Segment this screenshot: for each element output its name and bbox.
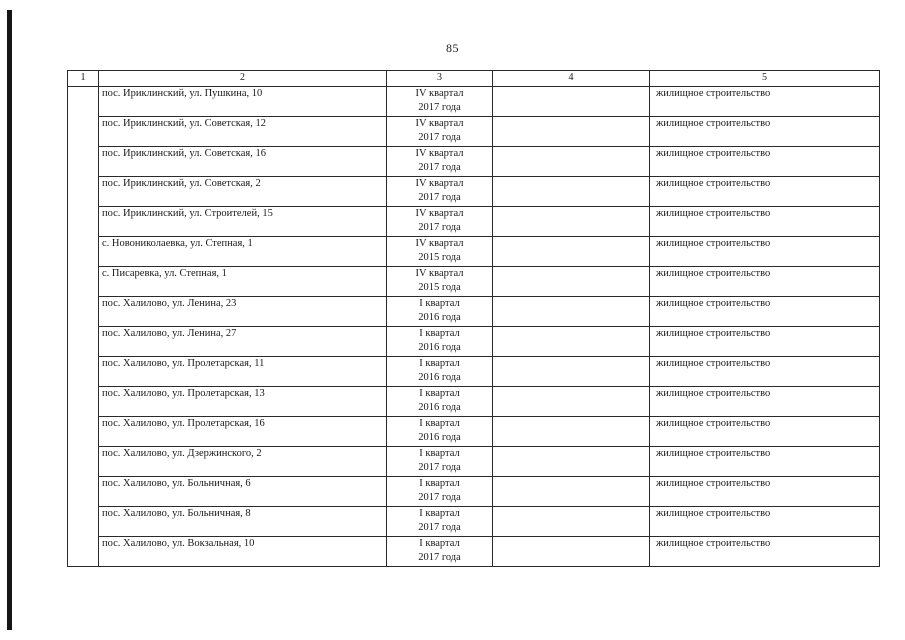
term-quarter: I квартал — [419, 478, 460, 489]
row-number-cell — [68, 357, 99, 387]
term-quarter: I квартал — [419, 448, 460, 459]
column-4-cell — [493, 87, 650, 117]
table-row — [68, 447, 880, 477]
term-cell — [387, 447, 493, 477]
term-quarter: IV квартал — [415, 268, 464, 279]
purpose-cell: жилищное строительство — [650, 117, 880, 147]
column-4-cell — [493, 177, 650, 207]
purpose-cell: жилищное строительство — [650, 357, 880, 387]
purpose-cell: жилищное строительство — [650, 207, 880, 237]
term-quarter: I квартал — [419, 418, 460, 429]
term-cell — [387, 387, 493, 417]
table-row — [68, 537, 880, 567]
term-year: 2016 года — [418, 401, 461, 413]
term-year: 2016 года — [418, 431, 461, 443]
term-cell — [387, 477, 493, 507]
term-year: 2016 года — [418, 341, 461, 353]
column-4-cell — [493, 417, 650, 447]
header-col-5: 5 — [650, 71, 880, 87]
table-row — [68, 267, 880, 297]
row-number-cell — [68, 207, 99, 237]
column-4-cell — [493, 147, 650, 177]
term-cell — [387, 237, 493, 267]
term-cell — [387, 117, 493, 147]
term-cell — [387, 297, 493, 327]
column-4-cell — [493, 267, 650, 297]
purpose-cell: жилищное строительство — [650, 87, 880, 117]
term-quarter: I квартал — [419, 358, 460, 369]
table-row — [68, 327, 880, 357]
term-cell — [387, 147, 493, 177]
term-year: 2016 года — [418, 371, 461, 383]
address-cell: пос. Халилово, ул. Ленина, 23 — [99, 297, 387, 327]
term-cell — [387, 537, 493, 567]
row-number-cell — [68, 117, 99, 147]
column-4-cell — [493, 447, 650, 477]
header-col-3: 3 — [387, 71, 493, 87]
term-year: 2017 года — [418, 101, 461, 113]
column-4-cell — [493, 357, 650, 387]
address-cell: пос. Ириклинский, ул. Пушкина, 10 — [99, 87, 387, 117]
table-row — [68, 417, 880, 447]
row-number-cell — [68, 477, 99, 507]
table-row — [68, 477, 880, 507]
table-row — [68, 357, 880, 387]
term-cell — [387, 507, 493, 537]
term-quarter: I квартал — [419, 538, 460, 549]
term-quarter: IV квартал — [415, 238, 464, 249]
term-year: 2015 года — [418, 281, 461, 293]
table-row — [68, 297, 880, 327]
term-year: 2015 года — [418, 251, 461, 263]
row-number-cell — [68, 147, 99, 177]
term-year: 2017 года — [418, 491, 461, 503]
scan-edge-bar — [7, 10, 12, 630]
term-year: 2017 года — [418, 551, 461, 563]
row-number-cell — [68, 537, 99, 567]
address-cell: пос. Халилово, ул. Больничная, 6 — [99, 477, 387, 507]
term-quarter: IV квартал — [415, 208, 464, 219]
purpose-cell: жилищное строительство — [650, 327, 880, 357]
column-4-cell — [493, 237, 650, 267]
address-cell: пос. Халилово, ул. Ленина, 27 — [99, 327, 387, 357]
row-number-cell — [68, 507, 99, 537]
term-quarter: IV квартал — [415, 118, 464, 129]
column-4-cell — [493, 477, 650, 507]
term-quarter: I квартал — [419, 298, 460, 309]
table-row — [68, 87, 880, 117]
term-quarter: I квартал — [419, 508, 460, 519]
address-cell: пос. Халилово, ул. Пролетарская, 16 — [99, 417, 387, 447]
purpose-cell: жилищное строительство — [650, 507, 880, 537]
term-year: 2017 года — [418, 461, 461, 473]
term-cell — [387, 177, 493, 207]
address-cell: пос. Ириклинский, ул. Советская, 2 — [99, 177, 387, 207]
row-number-cell — [68, 447, 99, 477]
header-col-1: 1 — [68, 71, 99, 87]
purpose-cell: жилищное строительство — [650, 447, 880, 477]
row-number-cell — [68, 177, 99, 207]
address-cell: пос. Ириклинский, ул. Советская, 12 — [99, 117, 387, 147]
table-row — [68, 147, 880, 177]
purpose-cell: жилищное строительство — [650, 267, 880, 297]
term-quarter: IV квартал — [415, 88, 464, 99]
column-4-cell — [493, 207, 650, 237]
purpose-cell: жилищное строительство — [650, 477, 880, 507]
term-quarter: IV квартал — [415, 178, 464, 189]
header-col-4: 4 — [493, 71, 650, 87]
table-row — [68, 207, 880, 237]
term-quarter: I квартал — [419, 328, 460, 339]
address-cell: пос. Ириклинский, ул. Советская, 16 — [99, 147, 387, 177]
row-number-cell — [68, 87, 99, 117]
address-cell: пос. Халилово, ул. Дзержинского, 2 — [99, 447, 387, 477]
row-number-cell — [68, 327, 99, 357]
column-4-cell — [493, 507, 650, 537]
address-cell: пос. Халилово, ул. Пролетарская, 11 — [99, 357, 387, 387]
address-cell: пос. Халилово, ул. Больничная, 8 — [99, 507, 387, 537]
term-cell — [387, 267, 493, 297]
address-cell: пос. Халилово, ул. Вокзальная, 10 — [99, 537, 387, 567]
row-number-cell — [68, 297, 99, 327]
term-year: 2017 года — [418, 131, 461, 143]
table-row — [68, 387, 880, 417]
table-row — [68, 177, 880, 207]
row-number-cell — [68, 387, 99, 417]
term-cell — [387, 87, 493, 117]
purpose-cell: жилищное строительство — [650, 417, 880, 447]
address-cell: пос. Ириклинский, ул. Строителей, 15 — [99, 207, 387, 237]
term-year: 2017 года — [418, 191, 461, 203]
term-cell — [387, 357, 493, 387]
purpose-cell: жилищное строительство — [650, 537, 880, 567]
term-year: 2017 года — [418, 521, 461, 533]
term-cell — [387, 327, 493, 357]
column-4-cell — [493, 387, 650, 417]
address-cell: пос. Халилово, ул. Пролетарская, 13 — [99, 387, 387, 417]
row-number-cell — [68, 417, 99, 447]
purpose-cell: жилищное строительство — [650, 297, 880, 327]
address-cell: с. Новониколаевка, ул. Степная, 1 — [99, 237, 387, 267]
page-number: 85 — [446, 41, 459, 55]
table-row — [68, 507, 880, 537]
header-col-2: 2 — [99, 71, 387, 87]
purpose-cell: жилищное строительство — [650, 237, 880, 267]
address-cell: с. Писаревка, ул. Степная, 1 — [99, 267, 387, 297]
term-cell — [387, 207, 493, 237]
term-quarter: I квартал — [419, 388, 460, 399]
land-plots-table — [67, 70, 880, 567]
column-4-cell — [493, 117, 650, 147]
purpose-cell: жилищное строительство — [650, 177, 880, 207]
table-header-row — [68, 71, 880, 87]
term-quarter: IV квартал — [415, 148, 464, 159]
term-year: 2016 года — [418, 311, 461, 323]
column-4-cell — [493, 537, 650, 567]
term-year: 2017 года — [418, 161, 461, 173]
table-row — [68, 117, 880, 147]
table-row — [68, 237, 880, 267]
purpose-cell: жилищное строительство — [650, 387, 880, 417]
term-cell — [387, 417, 493, 447]
purpose-cell: жилищное строительство — [650, 147, 880, 177]
column-4-cell — [493, 297, 650, 327]
column-4-cell — [493, 327, 650, 357]
term-year: 2017 года — [418, 221, 461, 233]
row-number-cell — [68, 237, 99, 267]
row-number-cell — [68, 267, 99, 297]
